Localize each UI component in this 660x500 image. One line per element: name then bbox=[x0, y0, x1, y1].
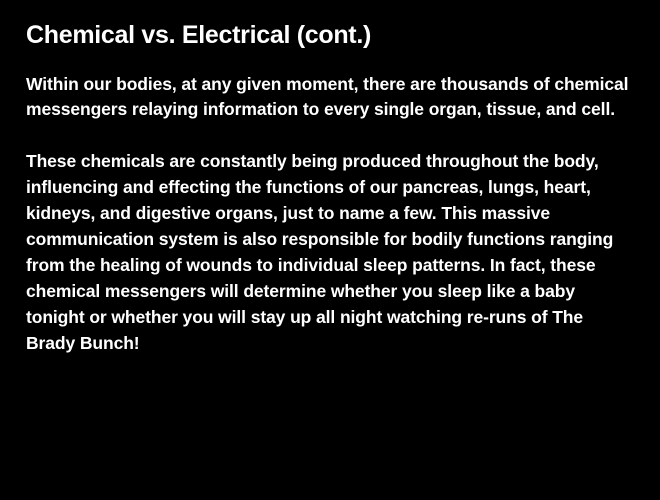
page-title: Chemical vs. Electrical (cont.) bbox=[26, 21, 371, 49]
body-paragraph-1: Within our bodies, at any given moment, there are thousands of chemical messengers relaying information to every single organ, tissue, and cell. bbox=[26, 73, 629, 120]
body-paragraph-2: These chemicals are constantly being produced throughout the body, influencing and effecting the functions of our pancreas, lungs, heart, kidneys, and digestive organs, just to name a few. This massive communication system is also responsible for bodily functions ranging from the healing of wounds to individual sleep patterns. In fact, these chemical messengers will determine whether you sleep like a baby tonight or whether you will stay up all night watching re-runs of The Brady Bunch! bbox=[26, 151, 614, 353]
